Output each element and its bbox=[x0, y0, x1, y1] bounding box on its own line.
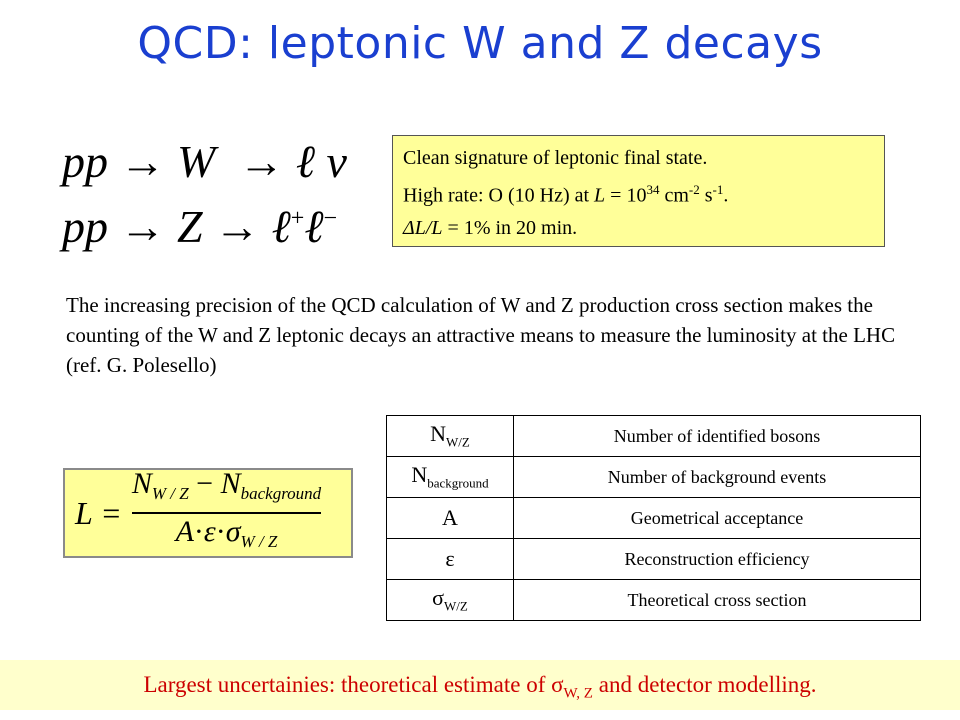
lepton-symbol: ℓ bbox=[295, 136, 315, 187]
symbol: σ bbox=[432, 585, 445, 611]
symbol-definitions-table bbox=[386, 415, 921, 621]
symbol: N bbox=[430, 421, 447, 447]
subscript: W/Z bbox=[444, 598, 468, 614]
z-boson-symbol: Z bbox=[177, 201, 203, 252]
a-symbol: A bbox=[175, 515, 194, 548]
symbol: N bbox=[411, 462, 428, 488]
subscript: W, Z bbox=[563, 685, 593, 702]
unit: cm bbox=[659, 184, 689, 207]
epsilon-symbol: ε bbox=[203, 515, 216, 548]
n-symbol: N bbox=[131, 467, 152, 500]
subscript: W/Z bbox=[446, 434, 470, 450]
footer-text bbox=[0, 672, 960, 703]
w-decay-equation bbox=[62, 135, 347, 188]
arrow-icon: → bbox=[214, 201, 261, 252]
footer-bar bbox=[0, 660, 960, 710]
luminosity-formula-box bbox=[63, 468, 353, 558]
box-line-3 bbox=[403, 212, 874, 244]
pp-symbol: pp bbox=[62, 201, 108, 252]
symbol-cell bbox=[387, 580, 514, 621]
sigma-symbol: σ bbox=[551, 672, 564, 697]
signature-box bbox=[392, 135, 885, 247]
footer-suffix: and detector modelling. bbox=[592, 672, 817, 697]
table-row bbox=[387, 498, 921, 539]
neutrino-symbol: ν bbox=[326, 136, 347, 187]
box-line-2 bbox=[403, 174, 874, 212]
table-row bbox=[387, 539, 921, 580]
description-cell: Geometrical acceptance bbox=[514, 498, 921, 539]
description-cell: Reconstruction efficiency bbox=[514, 539, 921, 580]
luminosity-symbol: L bbox=[594, 184, 606, 207]
rate-value: = 10 bbox=[605, 184, 647, 207]
unit: s bbox=[699, 184, 713, 207]
exponent: -2 bbox=[688, 182, 700, 197]
rate-prefix: High rate: O (10 Hz) at bbox=[403, 184, 595, 207]
description-cell: Theoretical cross section bbox=[514, 580, 921, 621]
dot: · bbox=[215, 515, 226, 548]
lepton-plus-symbol: ℓ bbox=[271, 201, 291, 252]
delta-l-over-l: ΔL/L bbox=[403, 216, 443, 239]
fraction bbox=[132, 466, 321, 560]
dot: · bbox=[193, 515, 204, 548]
z-decay-equation bbox=[62, 200, 337, 253]
description-cell: Number of identified bosons bbox=[514, 416, 921, 457]
period: . bbox=[723, 184, 729, 207]
precision-text: = 1% in 20 min. bbox=[442, 216, 578, 239]
table-row bbox=[387, 580, 921, 621]
denominator bbox=[176, 514, 278, 560]
slide-title: QCD: leptonic W and Z decays bbox=[137, 18, 823, 69]
minus-sign: − bbox=[188, 467, 221, 500]
pp-symbol: pp bbox=[62, 136, 108, 187]
subscript: background bbox=[427, 475, 489, 491]
exponent: -1 bbox=[712, 182, 724, 197]
plus-sign: + bbox=[290, 205, 305, 232]
subscript: W / Z bbox=[151, 484, 189, 503]
n-symbol: N bbox=[220, 467, 241, 500]
description-cell: Number of background events bbox=[514, 457, 921, 498]
arrow-icon: → bbox=[119, 201, 166, 252]
symbol: ε bbox=[445, 546, 455, 571]
sigma-symbol: σ bbox=[225, 515, 241, 548]
minus-sign: − bbox=[323, 205, 338, 232]
footer-prefix: Largest uncertainies: theoretical estimate of bbox=[143, 672, 552, 697]
symbol-cell bbox=[387, 416, 514, 457]
table-row bbox=[387, 457, 921, 498]
symbol-cell bbox=[387, 498, 514, 539]
numerator bbox=[132, 466, 321, 512]
subscript: background bbox=[240, 484, 322, 503]
subscript: W / Z bbox=[240, 532, 278, 551]
luminosity-formula bbox=[75, 467, 322, 552]
symbol-cell bbox=[387, 457, 514, 498]
formula-lhs: L = bbox=[75, 494, 122, 531]
w-boson-symbol: W bbox=[177, 136, 216, 187]
symbol-cell bbox=[387, 539, 514, 580]
arrow-icon: → bbox=[119, 136, 166, 187]
description-paragraph: The increasing precision of the QCD calculation of W and Z production cross section makes the counting of the W and Z leptonic decays an attractive means to measure the luminosity at the LHC (ref. G. Polesello) bbox=[66, 293, 896, 377]
table-row bbox=[387, 416, 921, 457]
arrow-icon: → bbox=[238, 136, 285, 187]
symbol: A bbox=[442, 505, 458, 530]
exponent: 34 bbox=[646, 182, 660, 197]
box-line-1: Clean signature of leptonic final state. bbox=[403, 147, 708, 169]
lepton-minus-symbol: ℓ bbox=[304, 201, 324, 252]
